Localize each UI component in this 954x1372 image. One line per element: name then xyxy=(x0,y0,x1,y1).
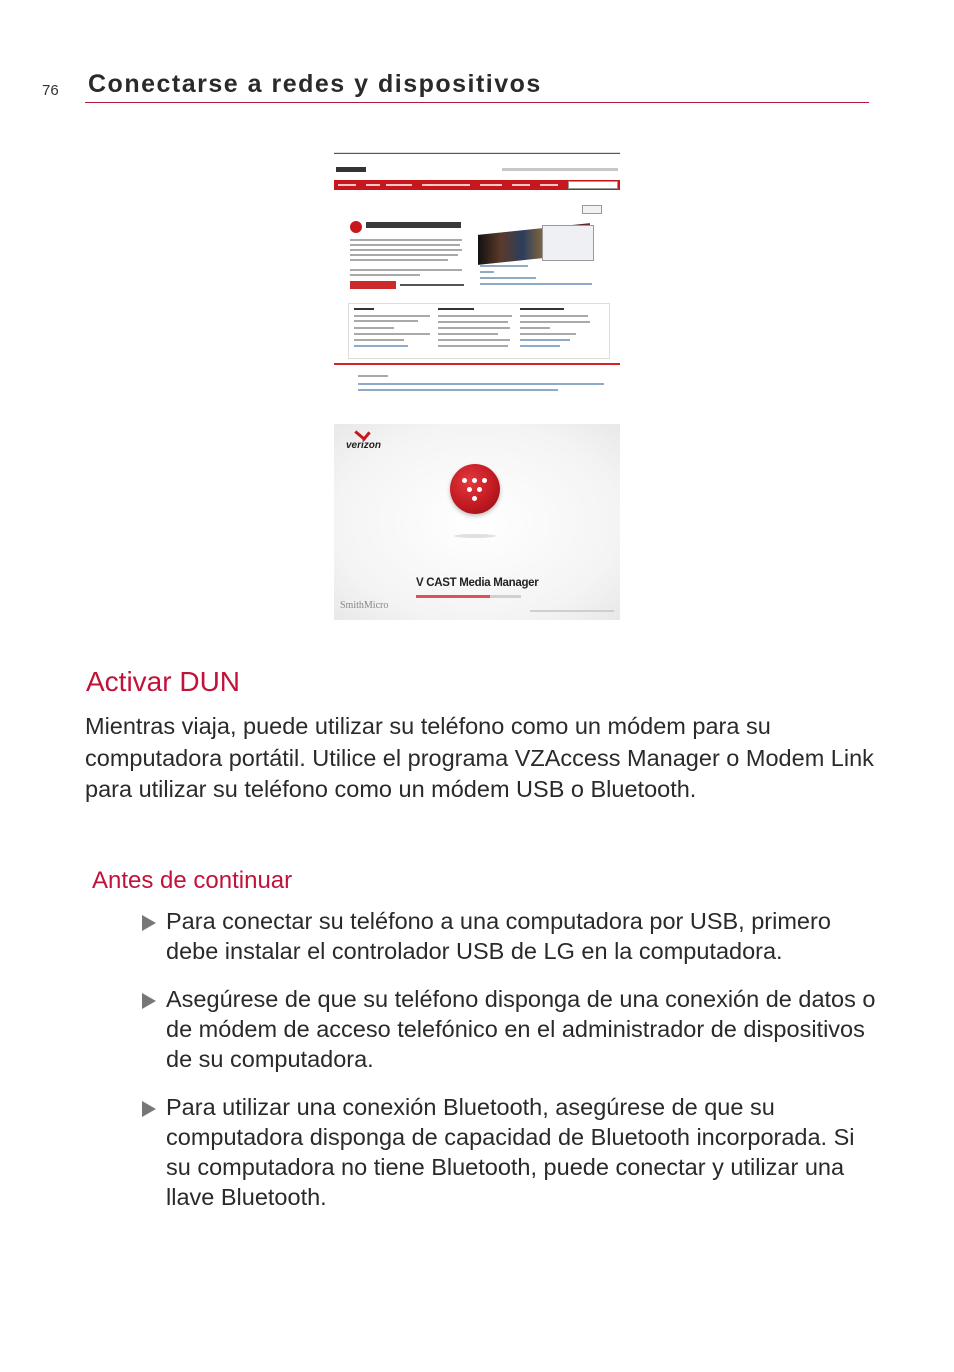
bullet-arrow-icon xyxy=(142,915,156,931)
copyright-line xyxy=(530,610,614,612)
list-item xyxy=(140,984,880,1074)
splash-app-name: V CAST Media Manager xyxy=(416,577,539,589)
bullet-arrow-icon xyxy=(142,1101,156,1117)
heading-activar-dun: Activar DUN xyxy=(86,666,241,697)
splash-progress-bar xyxy=(416,595,521,598)
site-search-box xyxy=(568,181,618,189)
prerequisite-list xyxy=(140,906,880,1230)
verizon-check-icon xyxy=(354,425,370,441)
section-header: Conectarse a redes y dispositivos xyxy=(88,70,542,98)
verizon-logo: verizon xyxy=(346,440,382,451)
product-title xyxy=(366,222,461,228)
footer-rule xyxy=(334,363,620,365)
splash-progress-fill xyxy=(416,595,490,598)
header-rule xyxy=(85,102,869,103)
site-logo xyxy=(336,167,366,172)
vcast-badge-icon xyxy=(350,221,362,233)
bullet-arrow-icon xyxy=(142,993,156,1009)
list-item-text: Para utilizar una conexión Bluetooth, asegúrese de que su computadora disponga de capacidad de Bluetooth incorporada. Si su computadora no tiene Bluetooth, puede conectar y utilizar una llave Bluetooth. xyxy=(166,1094,855,1210)
heading-antes-de-continuar: Antes de continuar xyxy=(92,867,293,894)
smith-micro-logo: SmithMicro xyxy=(340,600,389,611)
intro-paragraph: Mientras viaja, puede utilizar su teléfono como un módem para su computadora portátil. Utilice el programa VZAccess Manager o Modem Link para utilizar su teléfono como un módem USB o Bluetooth. xyxy=(85,713,874,802)
page-number: 76 xyxy=(42,82,59,99)
vcast-orb-icon xyxy=(450,464,500,514)
top-rule xyxy=(334,153,620,154)
list-item-text: Asegúrese de que su teléfono disponga de una conexión de datos o de módem de acceso telefónico en el administrador de dispositivos de su computadora. xyxy=(166,986,876,1072)
website-screenshot xyxy=(334,152,620,401)
orb-reflection xyxy=(454,534,496,538)
list-item-text: Para conectar su teléfono a una computadora por USB, primero debe instalar el controlador USB de LG en la computadora. xyxy=(166,908,831,964)
app-preview-image xyxy=(542,225,594,261)
utility-links xyxy=(502,168,618,171)
list-item xyxy=(140,1092,880,1212)
download-button xyxy=(350,281,396,289)
splash-screenshot xyxy=(334,424,620,620)
sign-in-button xyxy=(582,205,602,214)
list-item xyxy=(140,906,880,966)
